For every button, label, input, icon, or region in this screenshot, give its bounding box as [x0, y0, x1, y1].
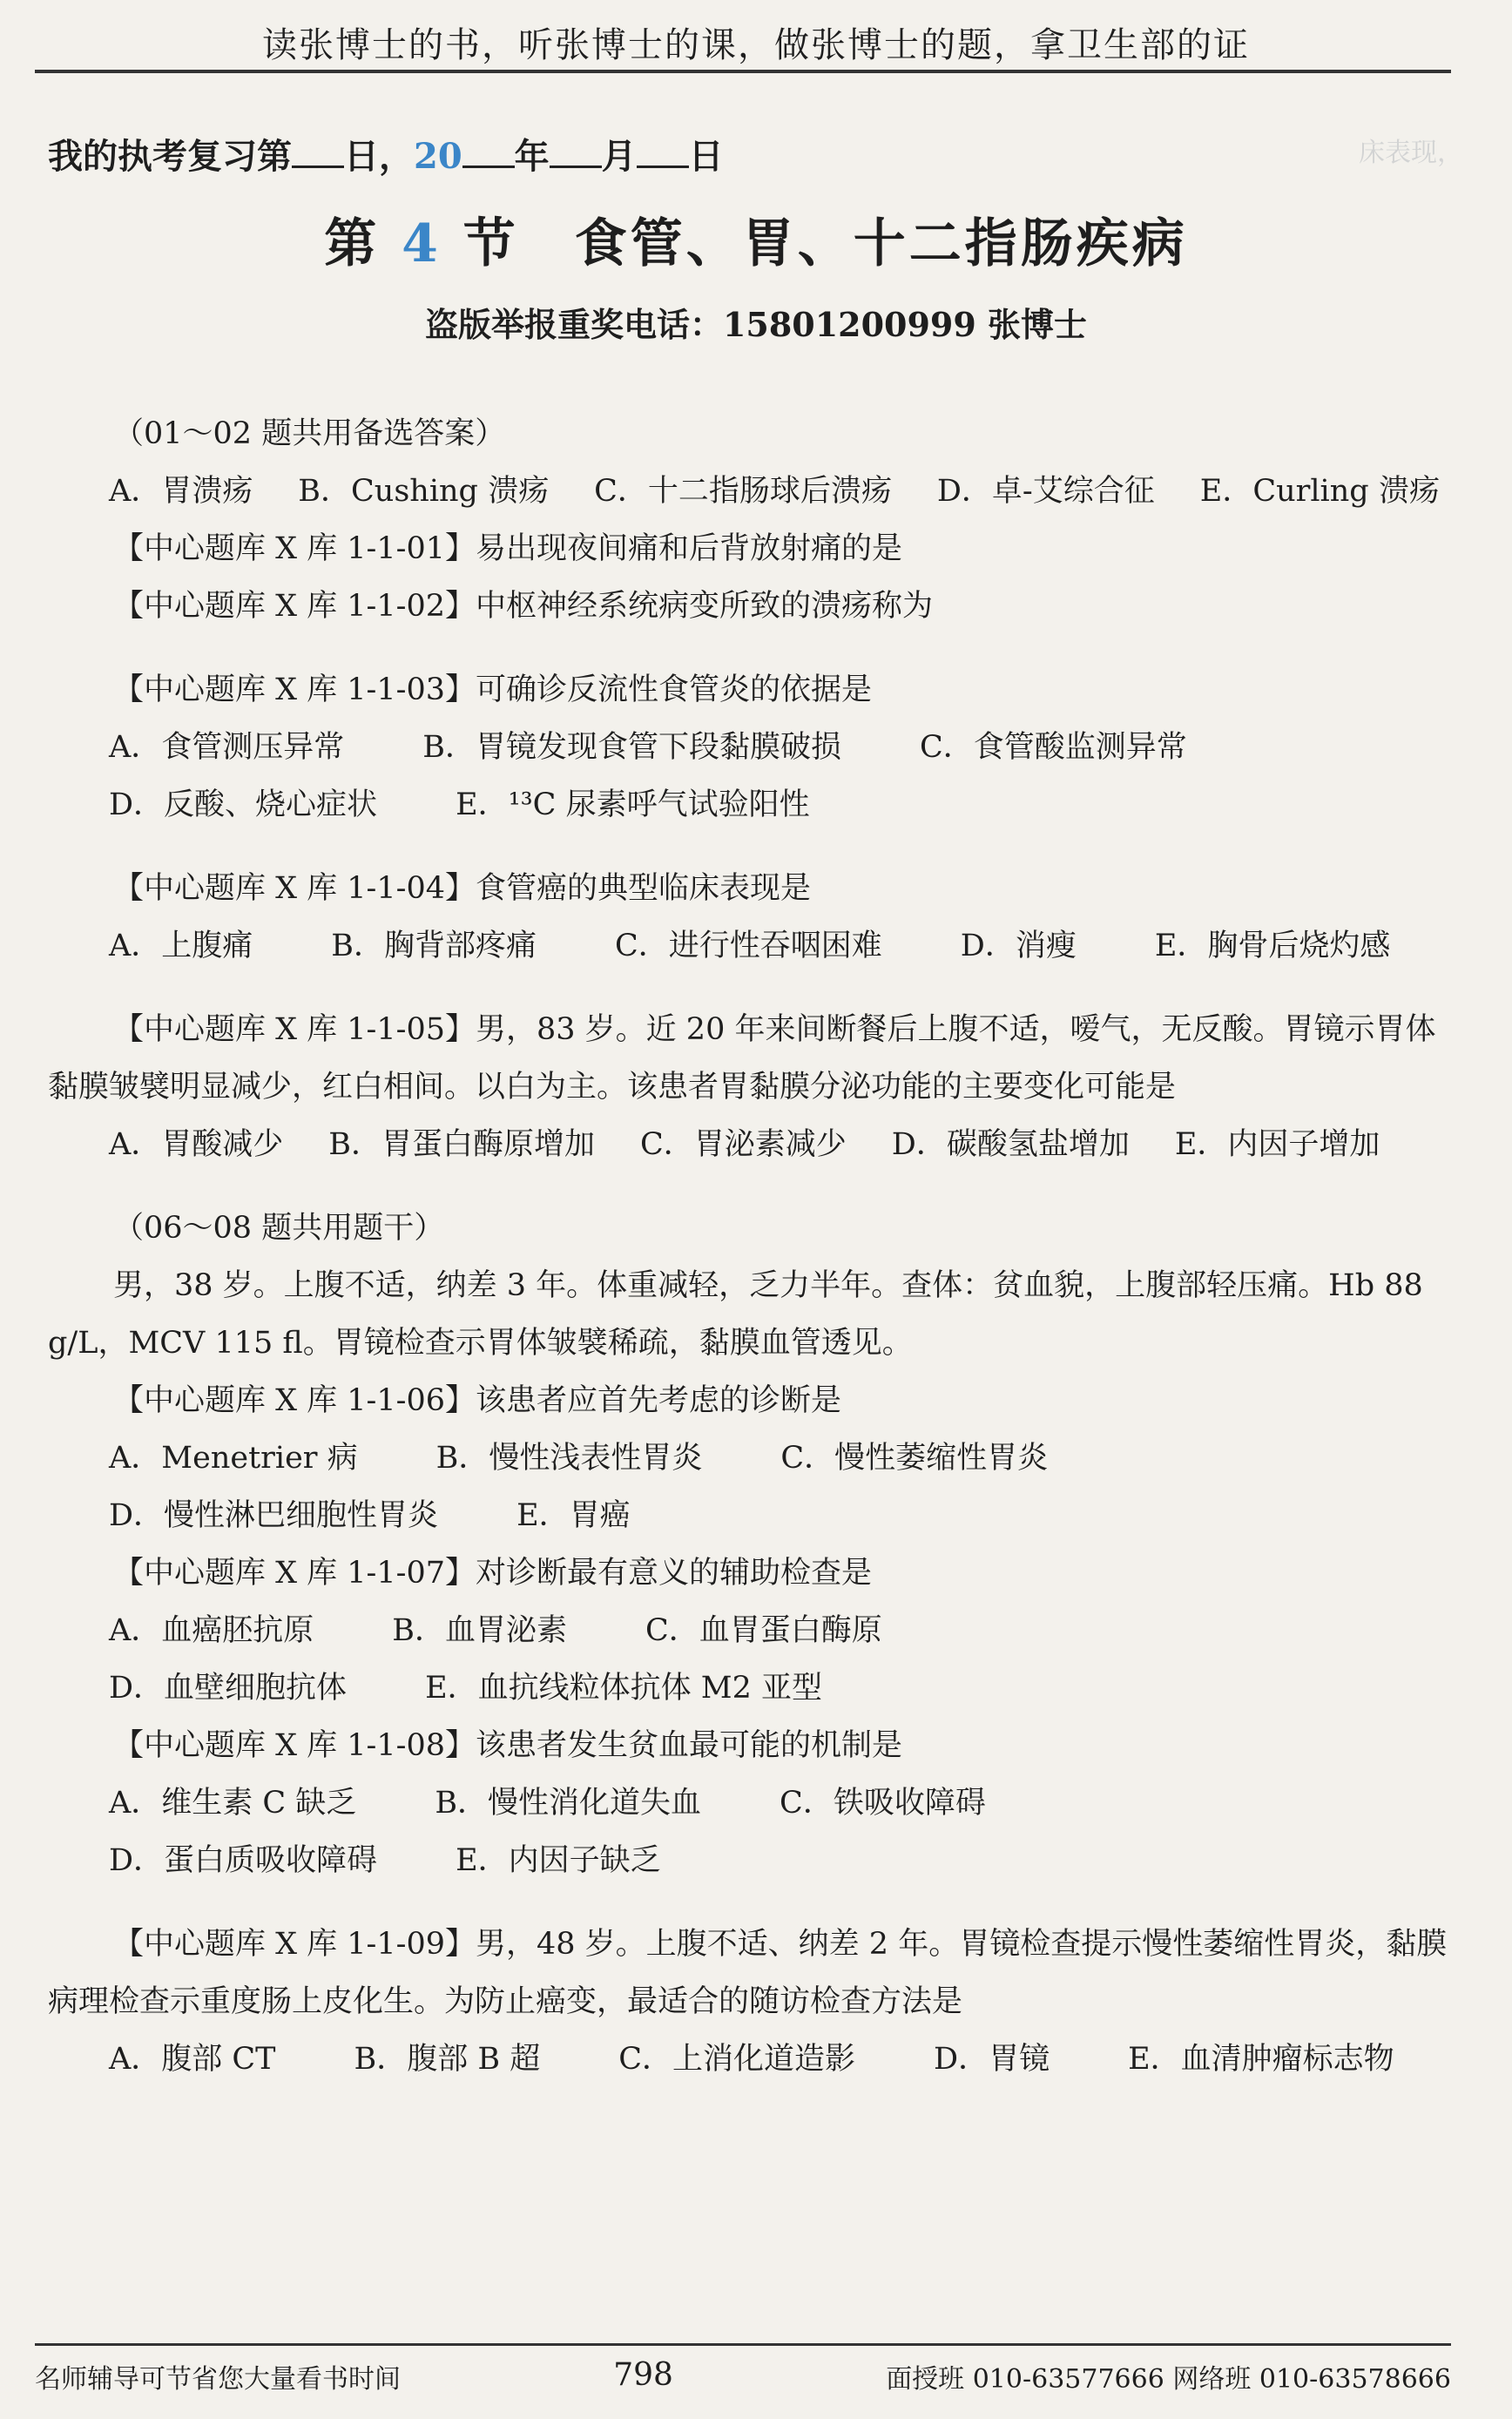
- option: C．血胃蛋白酶原: [645, 1613, 882, 1648]
- question-05: 【中心题库 X 库 1-1-05】男，83 岁。近 20 年来间断餐后上腹不适，嗳气，无反酸。胃镜示胃体黏膜皱襞明显减少，红白相间。以白为主。该患者胃黏膜分泌功能的主要变化可能是: [48, 1012, 1436, 1105]
- spacer: [48, 1173, 1451, 1199]
- option: A．Menetrier 病: [109, 1441, 358, 1476]
- q03-options-row1: [109, 719, 1451, 776]
- option: E．血抗线粒体抗体 M2 亚型: [425, 1671, 822, 1706]
- option: E．¹³C 尿素呼气试验阳性: [456, 787, 810, 822]
- q07-options-row2: [109, 1659, 1451, 1717]
- option: C．食管酸监测异常: [920, 730, 1187, 765]
- page-footer: [35, 2357, 1451, 2395]
- option: D．胃镜: [934, 2042, 1050, 2077]
- option: D．消瘦: [960, 929, 1077, 963]
- option: A．胃酸减少: [109, 1127, 284, 1162]
- group1-caption: （01～02 题共用备选答案）: [113, 416, 506, 451]
- q07-options-row1: [109, 1602, 1451, 1659]
- question-content: [48, 405, 1451, 2088]
- option: A．胃溃疡: [109, 474, 253, 509]
- option: B．Cushing 溃疡: [298, 474, 550, 509]
- option: C．铁吸收障碍: [780, 1786, 986, 1821]
- q06-options-row2: [109, 1487, 1451, 1544]
- year-prefix: 20: [414, 136, 462, 177]
- option: C．十二指肠球后溃疡: [594, 474, 892, 509]
- question-01: 【中心题库 X 库 1-1-01】易出现夜间痛和后背放射痛的是: [113, 531, 903, 566]
- header-rule: [35, 70, 1451, 73]
- spacer: [48, 834, 1451, 860]
- question-08: 【中心题库 X 库 1-1-08】该患者发生贫血最可能的机制是: [113, 1728, 903, 1763]
- option: E．内因子增加: [1174, 1127, 1380, 1162]
- study-date-line: [48, 129, 724, 179]
- option: A．上腹痛: [109, 929, 253, 963]
- spacer: [48, 635, 1451, 661]
- question-03: 【中心题库 X 库 1-1-03】可确诊反流性食管炎的依据是: [113, 672, 873, 707]
- piracy-report-note: 盗版举报重奖电话：15801200999 张博士: [424, 305, 1088, 344]
- section-title: [0, 202, 1512, 277]
- year-unit: 年: [514, 136, 550, 177]
- q03-options-row2: [109, 776, 1451, 834]
- year-blank: [462, 166, 515, 168]
- option: A．维生素 C 缺乏: [109, 1786, 357, 1821]
- option: B．慢性消化道失血: [435, 1786, 702, 1821]
- option: B．腹部 B 超: [354, 2042, 541, 2077]
- option: E．胸骨后烧灼感: [1154, 929, 1391, 963]
- option: D．蛋白质吸收障碍: [109, 1843, 378, 1878]
- question-04: 【中心题库 X 库 1-1-04】食管癌的典型临床表现是: [113, 871, 812, 906]
- q09-options: [109, 2030, 1451, 2088]
- option: D．慢性淋巴细胞性胃炎: [109, 1498, 439, 1533]
- group2-stem: 男，38 岁。上腹不适，纳差 3 年。体重减轻，乏力半年。查体：贫血貌，上腹部轻压痛。Hb 88 g/L，MCV 115 fl。胃镜检查示胃体皱襞稀疏，黏膜血管透见。: [48, 1268, 1423, 1361]
- bleed-through-text: 床表现，: [1359, 138, 1463, 168]
- q05-options: [109, 1116, 1451, 1173]
- question-06: 【中心题库 X 库 1-1-06】该患者应首先考虑的诊断是: [113, 1383, 842, 1418]
- study-line-prefix: 我的执考复习第: [48, 136, 292, 177]
- option: C．胃泌素减少: [640, 1127, 847, 1162]
- option: B．胃镜发现食管下段黏膜破损: [422, 730, 842, 765]
- month-unit: 月: [601, 136, 637, 177]
- option: A．血癌胚抗原: [109, 1613, 314, 1648]
- day-blank: [292, 166, 344, 168]
- option: C．进行性吞咽困难: [615, 929, 882, 963]
- spacer: [48, 1889, 1451, 1916]
- month-blank: [550, 166, 602, 168]
- q08-options-row2: [109, 1832, 1451, 1889]
- option: B．血胃泌素: [392, 1613, 568, 1648]
- spacer: [48, 975, 1451, 1001]
- section-word: 第: [324, 213, 381, 274]
- footer-rule: [35, 2343, 1451, 2346]
- date-unit: 日: [688, 136, 724, 177]
- option: B．胃蛋白酶原增加: [328, 1127, 596, 1162]
- q06-options-row1: [109, 1429, 1451, 1487]
- q04-options: [109, 917, 1451, 975]
- section-number: 4: [402, 213, 442, 274]
- option: A．腹部 CT: [109, 2042, 276, 2077]
- footer-slogan: 名师辅导可节省您大量看书时间: [35, 2364, 401, 2395]
- q08-options-row1: [109, 1774, 1451, 1832]
- option: E．内因子缺乏: [456, 1843, 661, 1878]
- footer-contact: 面授班 010-63577666 网络班 010-63578666: [886, 2364, 1451, 2395]
- group1-options: [109, 463, 1451, 520]
- question-02: 【中心题库 X 库 1-1-02】中枢神经系统病变所致的溃疡称为: [113, 589, 934, 624]
- question-07: 【中心题库 X 库 1-1-07】对诊断最有意义的辅助检查是: [113, 1556, 873, 1591]
- option: E．胃癌: [516, 1498, 631, 1533]
- page-header: 读张博士的书，听张博士的课，做张博士的题，拿卫生部的证: [262, 25, 1250, 65]
- group2-caption: （06～08 题共用题干）: [113, 1211, 445, 1246]
- option: C．上消化道造影: [618, 2042, 856, 2077]
- option: E．血清肿瘤标志物: [1128, 2042, 1394, 2077]
- option: D．卓-艾综合征: [936, 474, 1155, 509]
- option: B．胸背部疼痛: [331, 929, 537, 963]
- option: B．慢性浅表性胃炎: [435, 1441, 703, 1476]
- date-blank: [637, 166, 689, 168]
- option: E．Curling 溃疡: [1199, 474, 1440, 509]
- option: D．血壁细胞抗体: [109, 1671, 348, 1706]
- option: D．反酸、烧心症状: [109, 787, 378, 822]
- option: A．食管测压异常: [109, 730, 345, 765]
- day-unit: 日，: [344, 136, 414, 177]
- page-number: 798: [613, 2357, 673, 2393]
- question-09: 【中心题库 X 库 1-1-09】男，48 岁。上腹不适、纳差 2 年。胃镜检查提示慢性萎缩性胃炎，黏膜病理检查示重度肠上皮化生。为防止癌变，最适合的随访检查方法是: [48, 1927, 1448, 2019]
- option: D．碳酸氢盐增加: [891, 1127, 1130, 1162]
- section-name: 节 食管、胃、十二指肠疾病: [462, 213, 1188, 274]
- option: C．慢性萎缩性胃炎: [780, 1441, 1049, 1476]
